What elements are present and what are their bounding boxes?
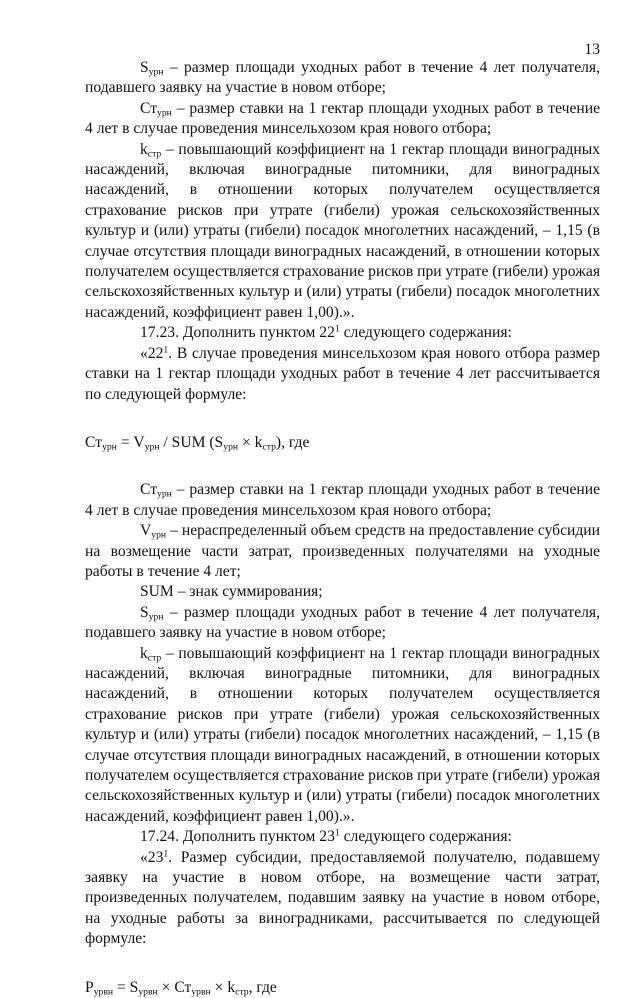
paragraph: SUM – знак суммирования; [140, 583, 323, 601]
formula: $Ст_{урн} = V_{урн}$ / SUM $(S_{урн} \times k_{стр})$, где [85, 433, 310, 453]
paragraph: $S_{урн}$ – размер площади уходных работ в течение 4 лет получателя, подавшего заявку на участие в новом отборе; [85, 59, 600, 97]
paragraph: $S_{урн}$ – размер площади уходных работ в течение 4 лет получателя, подавшего заявку на участие в новом отборе; [85, 603, 600, 642]
paragraph: $Ст_{урн}$ – размер ставки на 1 гектар площади уходных работ в течение 4 лет в случае проведения минсельхозом края нового отбора; [85, 481, 600, 519]
paragraph: «$22^1$. В случае проведения минсельхозом края нового отбора размер ставки на 1 гектар площади уходных работ в течение 4 лет рассчитывается по следующей формуле: [85, 344, 600, 403]
page-number: 13 [584, 41, 600, 58]
paragraph: «$23^1$. Размер субсидии, предоставляемой получателю, подавшему заявку на участие в новом отборе, на возмещение части затрат, произведенных получателем, подавшим заявку на участие в новом отборе, на уходные работы за виноградниками, рассчитывается по следующей формуле: [85, 848, 600, 948]
paragraph: $k_{стр}$ – повышающий коэффициент на 1 гектар площади виноградных насаждений, включая виноградные питомники, для виноградных насаждений, в отношении которых получателем осуществляется страхование рисков при утрате (гибели) урожая сельскохозяйственных культур и (или) утраты (гибели) посадок многолетних насаждений, – 1,15 (в случае отсутствия площади виноградных насаждений, в отношении которых получателем осуществляется страхование рисков при утрате (гибели) урожая сельскохозяйственных культур и (или) утраты (гибели) посадок многолетних насаждений, коэффициент равен 1,00).». [85, 140, 600, 321]
paragraph: 17.24. Дополнить пунктом $23^1$ следующего содержания: [140, 827, 512, 846]
document-body [85, 58, 600, 998]
paragraph: $k_{стр}$ – повышающий коэффициент на 1 гектар площади виноградных насаждений, включая виноградные питомники, для виноградных насаждений, в отношении которых получателем осуществляется страхование рисков при утрате (гибели) урожая сельскохозяйственных культур и (или) утраты (гибели) посадок многолетних насаждений, – 1,15 (в случае отсутствия площади виноградных насаждений, в отношении которых получателем осуществляется страхование рисков при утрате (гибели) урожая сельскохозяйственных культур и (или) утраты (гибели) посадок многолетних насаждений, коэффициент равен 1,00).». [85, 644, 600, 825]
formula: $Р_{урвн} = S_{урвн} \times Ст_{урвн} \times k_{стр}$, где [85, 978, 277, 998]
paragraph: 17.23. Дополнить пунктом $22^1$ следующего содержания: [140, 323, 512, 342]
paragraph: $V_{урн}$ – нераспределенный объем средств на предоставление субсидии на возмещение части затрат, произведенных получателями на уходные работы в течение 4 лет; [85, 522, 600, 580]
paragraph: $Ст_{урн}$ – размер ставки на 1 гектар площади уходных работ в течение 4 лет в случае проведения минсельхозом края нового отбора; [85, 99, 600, 138]
